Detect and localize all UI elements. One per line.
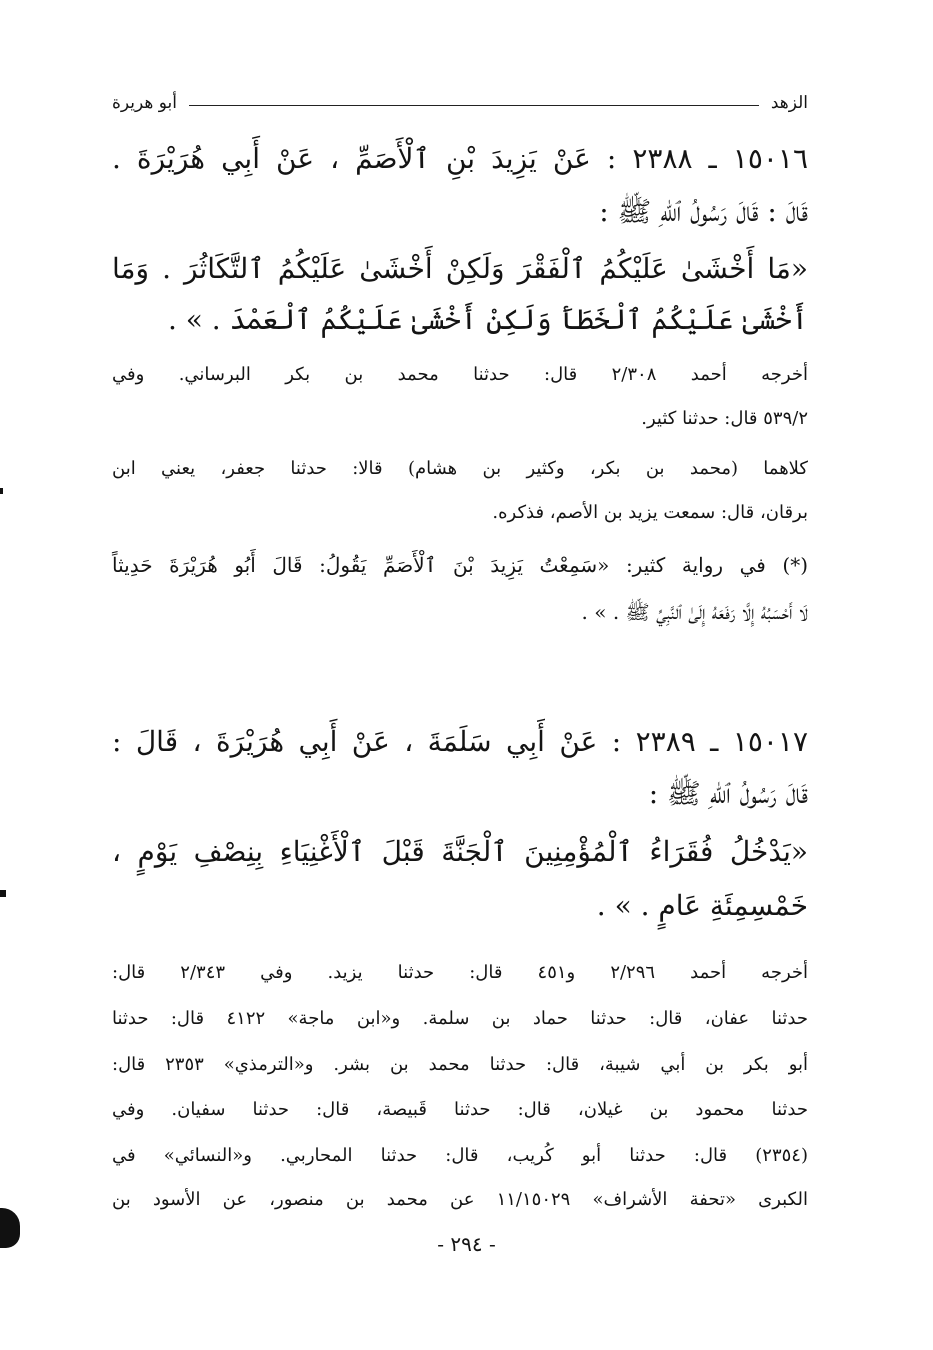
running-header xyxy=(112,88,808,118)
hadith-1-line-1: ١٥٠١٦ ـ ٢٣٨٨ : عَنْ يَزِيدَ بْنِ ٱلْأَصَمِّ ، عَنْ أَبِي هُرَيْرَةَ . xyxy=(112,142,808,175)
hadith-2-takhrij-1: أخرجه أحمد ٢/٢٩٦ و٤٥١ قال: حدثنا يزيد. وفي ٢/٣٤٣ قال: xyxy=(112,962,809,983)
hadith-1-line-4: أَخْشَىٰ عَلَيْكُمُ ٱلْخَطَأَ وَلَكِنْ أَخْشَىٰ عَلَيْكُمُ ٱلْعَمْدَ . » . xyxy=(167,303,808,336)
hadith-1-chain-2: برقان، قال: سمعت يزيد بن الأصم، فذكره. xyxy=(492,502,808,523)
hadith-2-line-1: ١٥٠١٧ ـ ٢٣٨٩ : عَنْ أَبِي سَلَمَةَ ، عَنْ أَبِي هُرَيْرَةَ ، قَالَ : xyxy=(112,725,808,758)
hadith-2-takhrij-5: (٢٣٥٤) قال: حدثنا أبو كُريب، قال: حدثنا المحاربي. و«النسائي» في xyxy=(112,1145,808,1166)
hadith-1-takhrij-2: ٥٣٩/٢ قال: حدثنا كثير. xyxy=(641,408,808,429)
header-chapter-title: أبو هريرة xyxy=(112,93,178,113)
page-number: - ٢٩٤ - xyxy=(437,1232,496,1256)
hadith-1-line-3: «مَا أَخْشَىٰ عَلَيْكُمُ ٱلْفَقْرَ وَلَكِنْ أَخْشَىٰ عَلَيْكُمُ ٱلتَّكَاثُرَ . وَمَا xyxy=(112,252,808,285)
scan-mark xyxy=(0,890,6,897)
hadith-2-line-2: قَالَ رَسُولُ ٱللهِ ﷺ : xyxy=(648,777,808,810)
header-section-title: الزهد xyxy=(770,93,808,113)
hadith-1-takhrij-1: أخرجه أحمد ٢/٣٠٨ قال: حدثنا محمد بن بكر البرساني. وفي xyxy=(112,364,808,385)
hadith-2-line-3: «يَدْخُلُ فُقَرَاءُ ٱلْمُؤْمِنِينَ ٱلْجَنَّةَ قَبْلَ ٱلْأَغْنِيَاءِ بِنِصْفِ يَوْمٍ ، xyxy=(112,835,808,868)
hadith-2-takhrij-3: أبو بكر بن أبي شيبة، قال: حدثنا محمد بن بشر. و«الترمذي» ٢٣٥٣ قال: xyxy=(112,1054,809,1075)
hadith-1-note-2: لَا أَحْسَبُهُ إِلَّا رَفَعَهُ إِلَىٰ ٱلنَّبِيِّ ﷺ . » . xyxy=(581,600,808,624)
header-rule xyxy=(189,105,759,106)
hadith-2-takhrij-2: حدثنا عفان، قال: حدثنا حماد بن سلمة. و«ابن ماجة» ٤١٢٢ قال: حدثنا xyxy=(112,1008,808,1029)
hadith-1-line-2: قَالَ : قَالَ رَسُولُ ٱللهِ ﷺ : xyxy=(599,195,808,228)
scan-mark xyxy=(0,488,3,494)
hadith-2-takhrij-6: الكبرى «تحفة الأشراف» ١١/١٥٠٢٩ عن محمد بن منصور، عن الأسود بن xyxy=(112,1189,808,1210)
hadith-2-line-4: خَمْسِمِئَةِ عَامٍ . » . xyxy=(596,889,808,922)
scan-blot xyxy=(0,1208,20,1248)
hadith-2-takhrij-4: حدثنا محمود بن غيلان، قال: حدثنا قَبيصة، قال: حدثنا سفيان. وفي xyxy=(112,1099,808,1120)
hadith-1-note-1: (*) في رواية كثير: «سَمِعْتُ يَزِيدَ بْنَ ٱلْأَصَمِّ يَقُولُ: قَالَ أَبُو هُرَيْرَةَ حَدِيثاً xyxy=(112,553,808,577)
hadith-1-chain-1: كلاهما (محمد بن بكر، وكثير بن هشام) قالا: حدثنا جعفر، يعني ابن xyxy=(112,458,808,479)
